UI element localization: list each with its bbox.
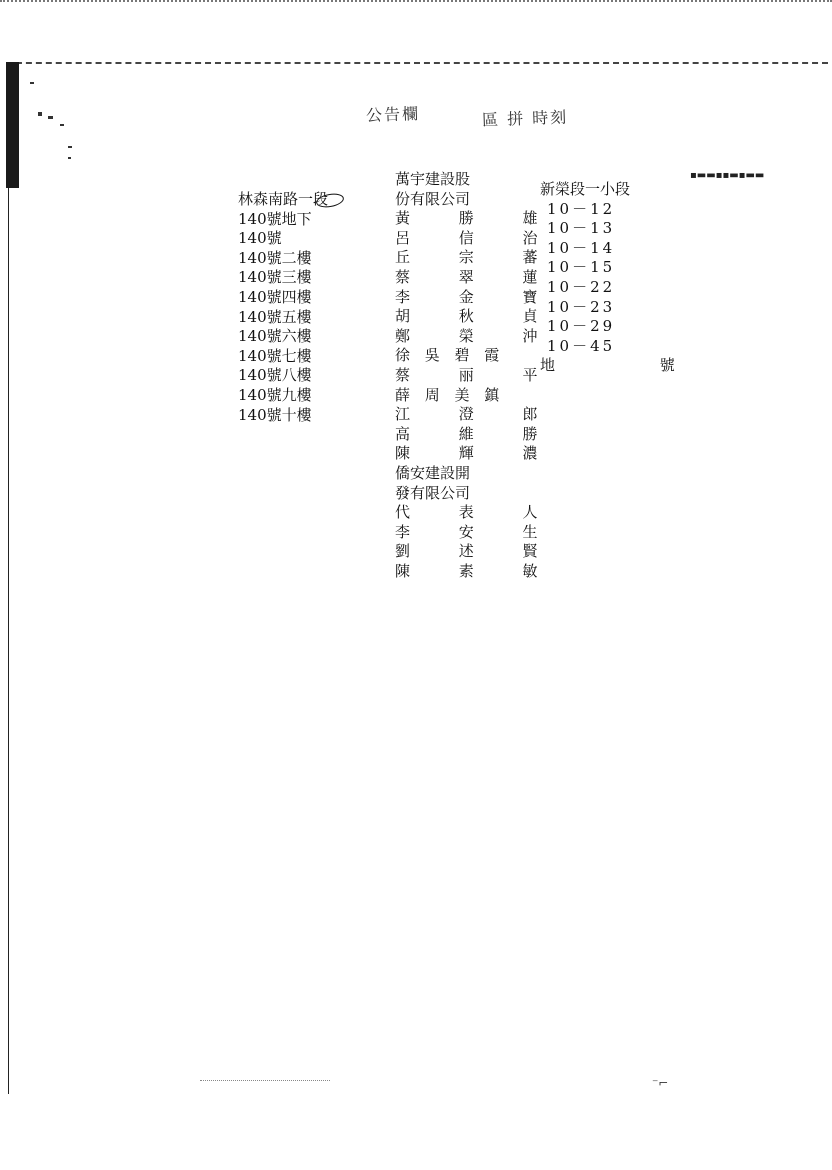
- address-column: [238, 190, 328, 425]
- scan-top-noise: [0, 0, 832, 6]
- address-row: 140號地下: [238, 209, 312, 228]
- owner-row: 萬宇建設股: [395, 170, 471, 188]
- stamp-left: 公告欄: [365, 104, 421, 125]
- scan-speck: [48, 116, 53, 119]
- parcel-number: 10－22: [547, 277, 616, 296]
- parcel-number: 10－12: [547, 199, 616, 218]
- owner-row: 陳 素 敏: [395, 561, 560, 580]
- owner-row: 李 安 生: [395, 522, 560, 541]
- owner-row: 徐 吳 碧 霞: [395, 346, 505, 365]
- scan-speck: [38, 112, 42, 116]
- owner-row: 江 澄 郎: [395, 405, 560, 424]
- address-row: 140號六樓: [238, 327, 312, 346]
- owner-row: 胡 秋 貞: [395, 307, 560, 326]
- owner-row: 丘 宗 蕃: [395, 248, 560, 267]
- parcel-number: 10－29: [547, 317, 616, 336]
- scan-speck: [68, 146, 72, 148]
- address-row: 140號十樓: [238, 405, 312, 424]
- address-row: 140號五樓: [238, 307, 312, 326]
- parcel-footer: 地 號: [540, 356, 725, 375]
- scan-speck: [68, 157, 71, 159]
- address-row: 140號七樓: [238, 346, 312, 365]
- scan-speck: [30, 82, 34, 84]
- address-row: 140號: [238, 229, 282, 248]
- address-row: 140號三樓: [238, 268, 312, 287]
- parcel-heading: 新榮段一小段: [540, 180, 631, 198]
- owner-row: 高 維 勝: [395, 424, 560, 443]
- owner-row: 薛 周 美 鎮: [395, 385, 505, 404]
- parcel-number: 10－15: [547, 258, 616, 277]
- scan-left-edge: [8, 188, 9, 1094]
- owner-row: 呂 信 治: [395, 228, 560, 247]
- corner-noise-mark: ▪▬▬▪▪▬▪▬▬: [690, 170, 765, 181]
- owner-row: 份有限公司: [395, 189, 471, 208]
- owner-row: 陳 輝 濃: [395, 444, 560, 463]
- parcel-column: [540, 180, 725, 376]
- scan-speck: [60, 124, 64, 126]
- owner-row: 劉 述 賢: [395, 542, 560, 561]
- owner-row: 黃 勝 雄: [395, 209, 560, 228]
- owner-row: 僑安建設開: [395, 463, 471, 482]
- address-row: 140號八樓: [238, 366, 312, 385]
- address-row: 140號四樓: [238, 287, 312, 306]
- owner-row: 代 表 人: [395, 503, 560, 522]
- address-row: 140號二樓: [238, 248, 312, 267]
- owner-column: [395, 170, 560, 581]
- address-row: 140號九樓: [238, 385, 312, 404]
- parcel-number: 10－23: [547, 297, 616, 316]
- owner-row: 鄭 榮 沖: [395, 326, 560, 345]
- scan-bottom-noise: [200, 1080, 330, 1083]
- scan-binding-edge: [6, 62, 19, 188]
- owner-row: 蔡 翠 蓮: [395, 267, 560, 286]
- stamp-right: 區 拼 時刻: [481, 107, 569, 130]
- scan-corner-mark: ⁻⌐: [652, 1076, 669, 1090]
- parcel-number: 10－45: [547, 336, 616, 355]
- owner-row: 李 金 寶: [395, 287, 560, 306]
- owner-row: 發有限公司: [395, 483, 471, 502]
- parcel-number: 10－14: [547, 238, 616, 257]
- parcel-number: 10－13: [547, 219, 616, 238]
- owner-row: 蔡 丽 平: [395, 365, 560, 384]
- address-heading: 林森南路一段: [238, 190, 329, 208]
